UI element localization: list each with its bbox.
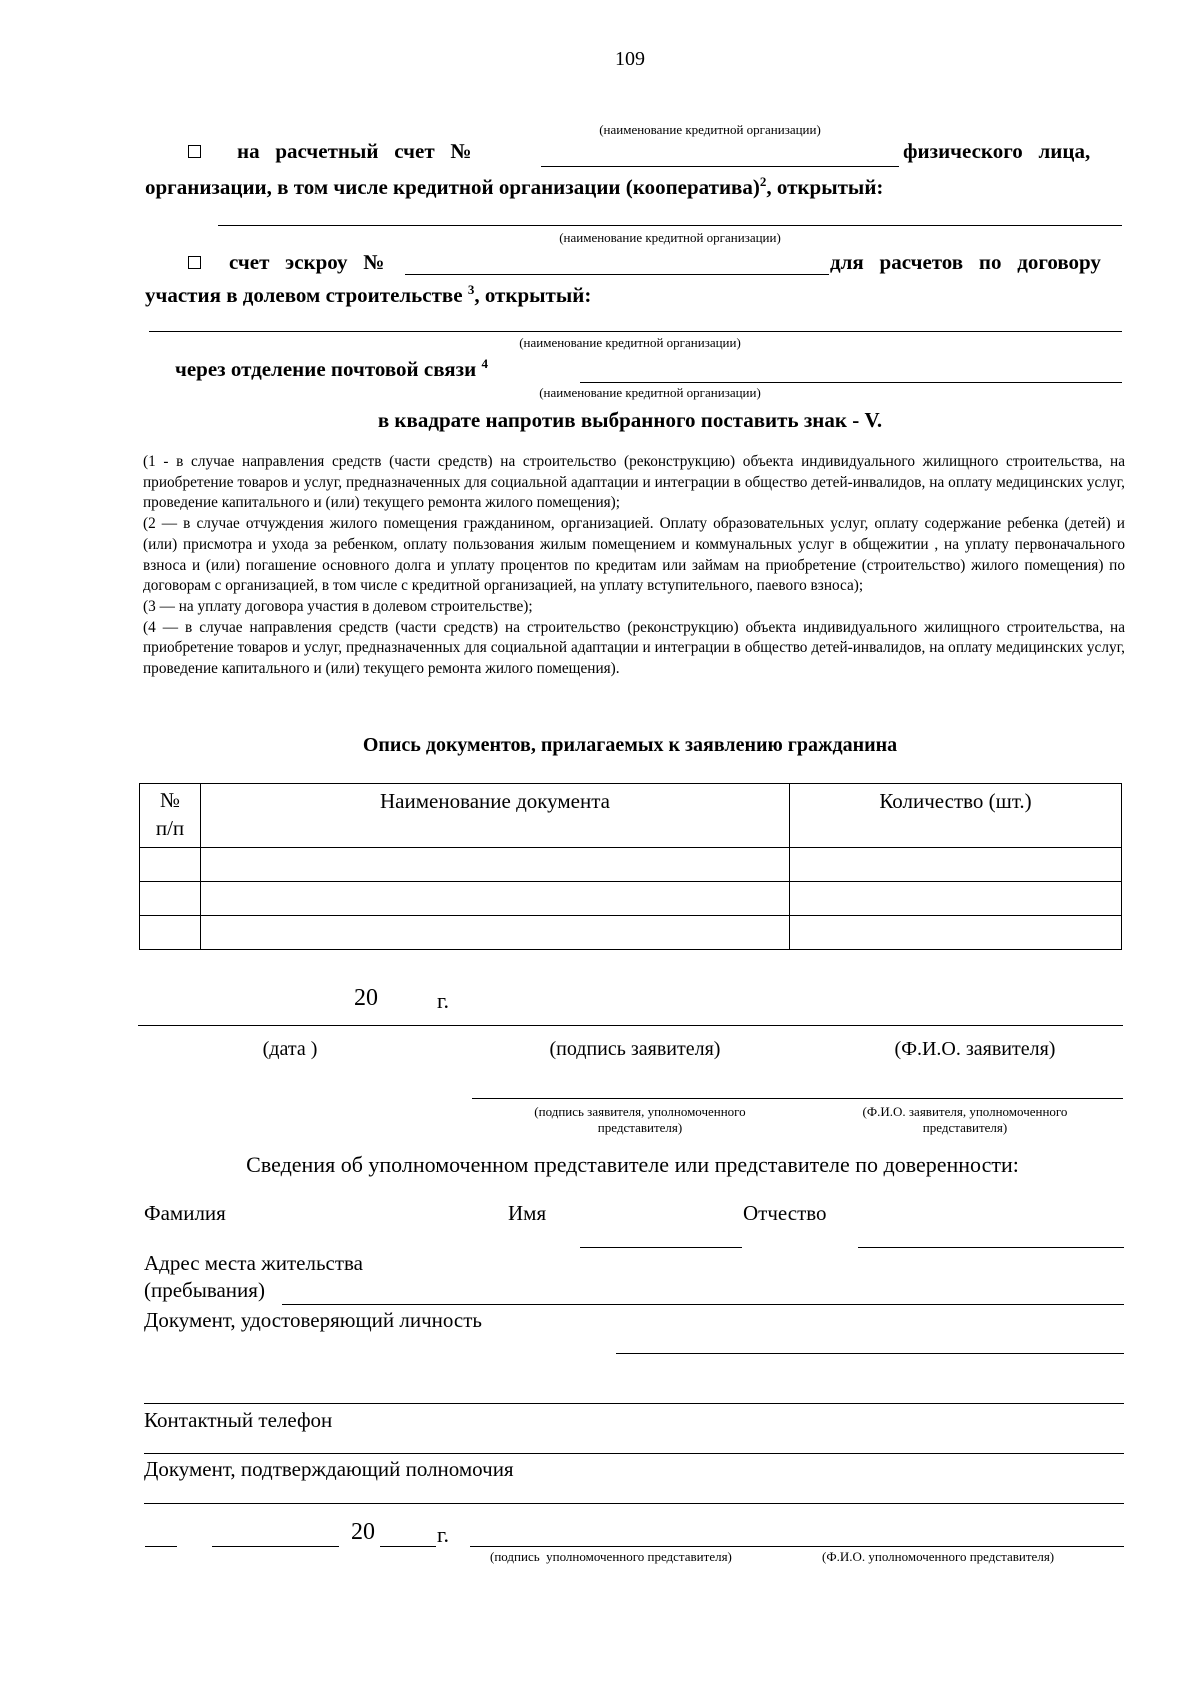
caption-credit-org: (наименование кредитной организации) (599, 122, 821, 137)
account-suffix: физического лица, (903, 139, 1091, 163)
rep-id-doc-label: Документ, удостоверяющий личность (144, 1308, 482, 1332)
rep-authority-doc-label: Документ, подтверждающий полномочия (144, 1457, 514, 1481)
table-row (140, 916, 1122, 950)
rep-phone-label: Контактный телефон (144, 1408, 333, 1432)
rep-name-line[interactable] (580, 1247, 742, 1248)
escrow-line2-text: участия в долевом строительстве (145, 283, 463, 307)
checkbox-account[interactable] (188, 145, 201, 158)
rep-address-line-1: Адрес места жительства (144, 1251, 363, 1275)
postal-line[interactable] (580, 382, 1122, 383)
rep-year-suffix: г. (437, 1522, 450, 1547)
applicant-sign-line[interactable] (138, 1025, 1123, 1026)
table-cell[interactable] (140, 882, 201, 916)
col-qty-header: Количество (шт.) (790, 784, 1122, 848)
table-cell[interactable] (201, 882, 790, 916)
rep-id-doc-line-1[interactable] (616, 1353, 1124, 1354)
rep-name-label: Имя (508, 1201, 547, 1225)
rep-day-line[interactable] (145, 1546, 177, 1547)
fio-caption: (Ф.И.О. заявителя) (894, 1038, 1056, 1060)
rep-id-doc-line-2[interactable] (144, 1403, 1124, 1404)
instruction: в квадрате напротив выбранного поставить знак - V. (377, 408, 883, 432)
footnote-3: (3 — на уплату договора участия в долевом строительстве); (143, 597, 533, 615)
postal-label-text: через отделение почтовой связи (175, 357, 477, 381)
rep-month-line[interactable] (212, 1546, 339, 1547)
caption-credit-org-1: (наименование кредитной организации) (559, 230, 781, 245)
col-num-2: п/п (155, 816, 185, 840)
footnote-2: (2 — в случае отчуждения жилого помещения гражданином, организацией. Оплату образовательных услуг, оплату содержание ребенка (детей) и (или) присмотра и ухода за ребенком, оплату пользования жилым помещением и коммунальных услуг в общежитии , на уплату первоначального взноса и (или) погашение основного долга и уплату процентов по кредитам или займам на приобретение (строительство) жилого помещения) по договорам с организацией, в том числе с кредитной организацией, на уплату вступительного, паевого взноса); (143, 515, 1125, 595)
footnote-ref-3: 3 (467, 282, 475, 297)
footnotes (143, 452, 1125, 680)
account-line2 (145, 174, 883, 200)
rep-address-line-2: (пребывания) (144, 1278, 265, 1302)
fio-rep-caption: (Ф.И.О. заявителя, уполномоченного представителя) (862, 1104, 1068, 1135)
signature-rep-caption: (подпись заявителя, уполномоченного представителя) (534, 1104, 746, 1135)
table-cell[interactable] (201, 916, 790, 950)
col-num-header (140, 784, 201, 848)
table-cell[interactable] (140, 848, 201, 882)
rep-address-line[interactable] (282, 1304, 1124, 1305)
rep-fio-caption: (Ф.И.О. уполномоченного представителя) (822, 1549, 1055, 1564)
escrow-number-line[interactable] (405, 274, 829, 275)
rep-phone-line[interactable] (144, 1453, 1124, 1454)
rep-year: 20 (351, 1519, 375, 1545)
account-line2-text: организации, в том числе кредитной организации (кооператива) (145, 175, 760, 199)
table-cell[interactable] (140, 916, 201, 950)
rep-sign-line-2[interactable] (470, 1546, 1124, 1547)
rep-sign-line[interactable] (472, 1098, 1123, 1099)
table-row (140, 882, 1122, 916)
rep-address-label (144, 1250, 363, 1304)
rep-year-line[interactable] (380, 1546, 436, 1547)
rep-patronymic-label: Отчество (743, 1201, 827, 1225)
checkbox-escrow[interactable] (188, 256, 201, 269)
escrow-line2 (145, 282, 591, 308)
caption-credit-org-3: (наименование кредитной организации) (539, 385, 761, 400)
inventory-table (139, 783, 1122, 950)
caption-credit-org-2: (наименование кредитной организации) (519, 335, 741, 350)
inventory-title: Опись документов, прилагаемых к заявлению гражданина (362, 734, 898, 756)
applicant-year: 20 (354, 985, 378, 1011)
table-cell[interactable] (790, 916, 1122, 950)
account-line2-end: , открытый: (766, 175, 884, 199)
rep-authority-doc-line[interactable] (144, 1503, 1124, 1504)
rep-surname-label: Фамилия (144, 1201, 226, 1225)
inventory-header-row (140, 784, 1122, 848)
escrow-label: счет эскроу № (229, 250, 385, 274)
date-caption: (дата ) (262, 1038, 318, 1060)
signature-caption: (подпись заявителя) (549, 1038, 721, 1060)
escrow-line2-end: , открытый: (474, 283, 592, 307)
col-name-header: Наименование документа (201, 784, 790, 848)
table-cell[interactable] (201, 848, 790, 882)
footnote-1: (1 - в случае направления средств (части средств) на строительство (реконструкцию) объекта индивидуального жилищного строительства, на приобретение товаров и услуг, предназначенных для социальной адаптации и интеграции в общество детей-инвалидов, на оплату медицинских услуг, проведение капитального и (или) текущего ремонта жилого помещения); (143, 453, 1125, 512)
table-cell[interactable] (790, 882, 1122, 916)
footnote-ref-2: 2 (759, 174, 767, 189)
table-cell[interactable] (790, 848, 1122, 882)
credit-org-line-2[interactable] (149, 331, 1122, 332)
applicant-year-suffix: г. (437, 988, 450, 1013)
rep-signature-caption: (подпись уполномоченного представителя) (490, 1549, 732, 1564)
escrow-suffix: для расчетов по договору (830, 250, 1101, 274)
rep-patronymic-line[interactable] (858, 1247, 1124, 1248)
credit-org-line-1[interactable] (218, 225, 1122, 226)
postal-label (175, 356, 488, 382)
account-label: на расчетный счет № (237, 139, 472, 163)
col-num-1: № (159, 788, 181, 812)
footnote-4: (4 — в случае направления средств (части средств) на строительство (реконструкцию) объекта индивидуального жилищного строительства, на приобретение товаров и услуг, предназначенных для социальной адаптации и интеграции в общество детей-инвалидов, на оплату медицинских услуг, проведение капитального и (или) текущего ремонта жилого помещения). (143, 618, 1125, 678)
account-number-line[interactable] (541, 166, 899, 167)
table-row (140, 848, 1122, 882)
rep-title: Сведения об уполномоченном представителе или представителе по доверенности: (246, 1152, 1019, 1177)
footnote-ref-4: 4 (481, 356, 488, 371)
page-number: 109 (615, 48, 645, 70)
